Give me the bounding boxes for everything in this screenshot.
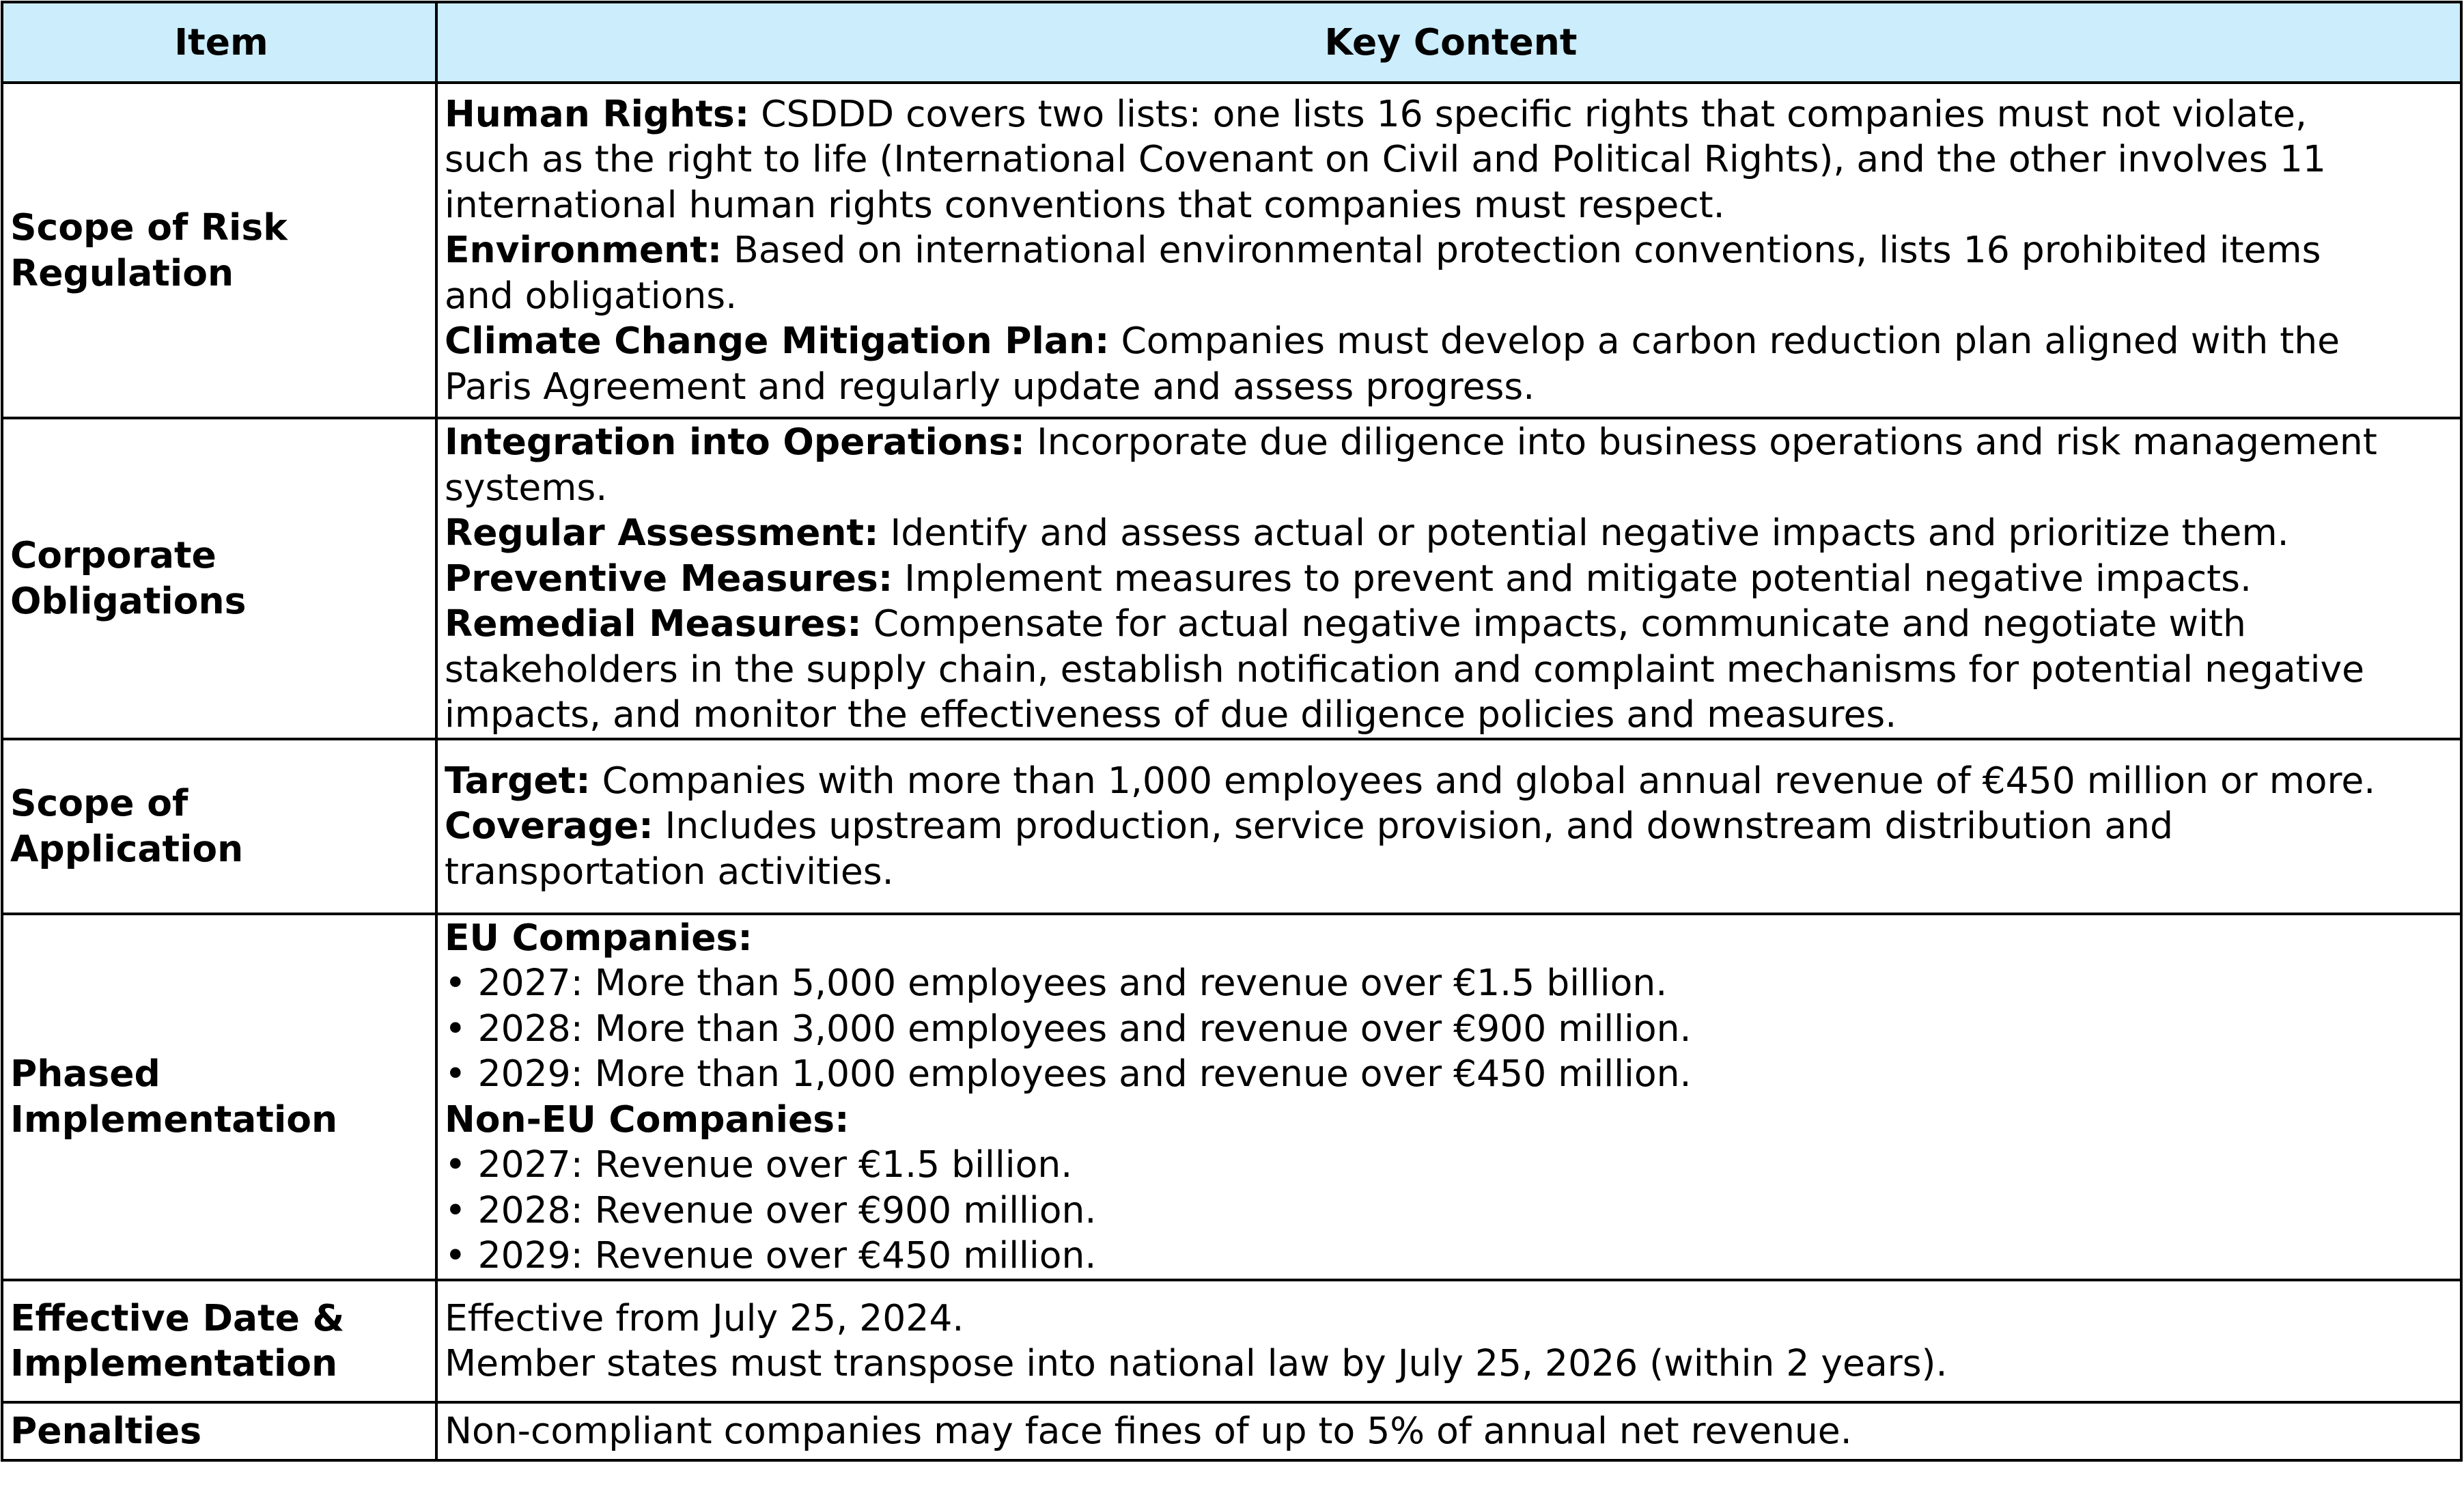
item-label-line: Phased <box>10 1052 160 1095</box>
item-label-line: Regulation <box>10 251 234 294</box>
row-item-label <box>2 1280 436 1402</box>
content-line <box>445 803 2457 849</box>
item-label-line: Scope of Risk <box>10 206 288 249</box>
row-key-content <box>436 83 2461 418</box>
content-line <box>445 692 2457 738</box>
content-heading: Target: <box>445 758 591 802</box>
item-label-line: Penalties <box>10 1408 202 1452</box>
content-text: Member states must transpose into national law by July 25, 2026 (within 2 years). <box>445 1341 1948 1384</box>
row-item-label <box>2 914 436 1280</box>
content-line <box>445 1408 2457 1454</box>
content-text: • 2028: Revenue over €900 million. <box>445 1188 1097 1231</box>
content-text: Companies with more than 1,000 employees and global annual revenue of €450 million or more. <box>590 758 2376 802</box>
column-header-item: Item <box>2 2 436 83</box>
content-text: • 2028: More than 3,000 employees and revenue over €900 million. <box>445 1006 1692 1050</box>
content-heading: Remedial Measures: <box>445 602 862 645</box>
content-line <box>445 1051 2457 1097</box>
content-line <box>445 419 2457 465</box>
content-text: Incorporate due diligence into business operations and risk management <box>1024 420 2377 463</box>
content-line <box>445 960 2457 1006</box>
content-line <box>445 1142 2457 1188</box>
content-line <box>445 364 2457 410</box>
csddd-summary-table <box>1 1 2463 1462</box>
table-row <box>2 418 2461 739</box>
content-heading: Human Rights: <box>445 92 750 135</box>
content-text: systems. <box>445 465 608 509</box>
content-heading: Climate Change Mitigation Plan: <box>445 319 1110 363</box>
column-header-key-content: Key Content <box>436 2 2461 83</box>
content-text: Non-compliant companies may face fines of up to 5% of annual net revenue. <box>445 1408 1852 1452</box>
content-heading: EU Companies: <box>445 915 753 959</box>
item-label-line: Effective Date & <box>10 1296 345 1339</box>
row-item-label <box>2 739 436 914</box>
content-text: Based on international environmental protection conventions, lists 16 prohibited items <box>722 228 2321 272</box>
content-text: impacts, and monitor the effectiveness of due diligence policies and measures. <box>445 693 1897 736</box>
content-text: Implement measures to prevent and mitigate potential negative impacts. <box>893 556 2252 600</box>
content-line <box>445 227 2457 273</box>
content-line <box>445 92 2457 137</box>
row-item-label <box>2 418 436 739</box>
item-label-line: Scope of <box>10 781 188 824</box>
row-item-label <box>2 1402 436 1460</box>
row-item-label <box>2 83 436 418</box>
content-line <box>445 1188 2457 1234</box>
content-text: • 2027: More than 5,000 employees and revenue over €1.5 billion. <box>445 961 1668 1004</box>
content-line <box>445 510 2457 556</box>
item-label-line: Implementation <box>10 1097 338 1141</box>
table-row <box>2 739 2461 914</box>
content-text: • 2027: Revenue over €1.5 billion. <box>445 1143 1073 1186</box>
content-line <box>445 465 2457 511</box>
row-key-content <box>436 1402 2461 1460</box>
content-text: transportation activities. <box>445 849 894 893</box>
content-line <box>445 1097 2457 1143</box>
content-line <box>445 1006 2457 1052</box>
item-label-line: Obligations <box>10 579 247 622</box>
content-line <box>445 1341 2457 1387</box>
content-line <box>445 915 2457 961</box>
content-heading: Coverage: <box>445 804 654 848</box>
content-line <box>445 849 2457 895</box>
content-text: Identify and assess actual or potential negative impacts and prioritize them. <box>878 511 2289 554</box>
content-heading: Environment: <box>445 228 723 272</box>
item-label-line: Corporate <box>10 533 216 577</box>
row-key-content <box>436 1280 2461 1402</box>
content-heading: Non-EU Companies: <box>445 1097 850 1141</box>
content-heading: Regular Assessment: <box>445 511 879 554</box>
content-line <box>445 1233 2457 1279</box>
row-key-content <box>436 914 2461 1280</box>
content-line <box>445 647 2457 693</box>
item-label-line: Application <box>10 826 244 870</box>
row-key-content <box>436 418 2461 739</box>
content-line <box>445 273 2457 319</box>
table-row <box>2 1402 2461 1460</box>
table-row <box>2 914 2461 1280</box>
content-text: • 2029: More than 1,000 employees and revenue over €450 million. <box>445 1052 1692 1095</box>
content-text: and obligations. <box>445 273 738 317</box>
content-line <box>445 556 2457 602</box>
content-text: Includes upstream production, service provision, and downstream distribution and <box>653 804 2174 848</box>
row-key-content <box>436 739 2461 914</box>
content-text: stakeholders in the supply chain, establish notification and complaint mechanisms for potential negative <box>445 647 2365 691</box>
content-line <box>445 1296 2457 1341</box>
content-text: • 2029: Revenue over €450 million. <box>445 1234 1097 1277</box>
content-text: international human rights conventions that companies must respect. <box>445 182 1725 226</box>
table-row <box>2 83 2461 418</box>
content-text: Effective from July 25, 2024. <box>445 1296 964 1339</box>
content-line <box>445 318 2457 364</box>
item-label-line: Implementation <box>10 1341 338 1384</box>
content-text: CSDDD covers two lists: one lists 16 specific rights that companies must not violate, <box>749 92 2307 135</box>
content-line <box>445 137 2457 182</box>
content-text: Companies must develop a carbon reduction plan aligned with the <box>1109 319 2340 363</box>
content-heading: Integration into Operations: <box>445 420 1025 463</box>
content-heading: Preventive Measures: <box>445 556 893 600</box>
content-line <box>445 601 2457 647</box>
table-row <box>2 1280 2461 1402</box>
content-line <box>445 758 2457 804</box>
content-text: Paris Agreement and regularly update and assess progress. <box>445 364 1535 408</box>
content-text: such as the right to life (International Covenant on Civil and Political Rights), and the other involves 11 <box>445 137 2326 181</box>
table-header-row <box>2 2 2461 83</box>
content-line <box>445 182 2457 228</box>
content-text: Compensate for actual negative impacts, communicate and negotiate with <box>861 602 2246 645</box>
